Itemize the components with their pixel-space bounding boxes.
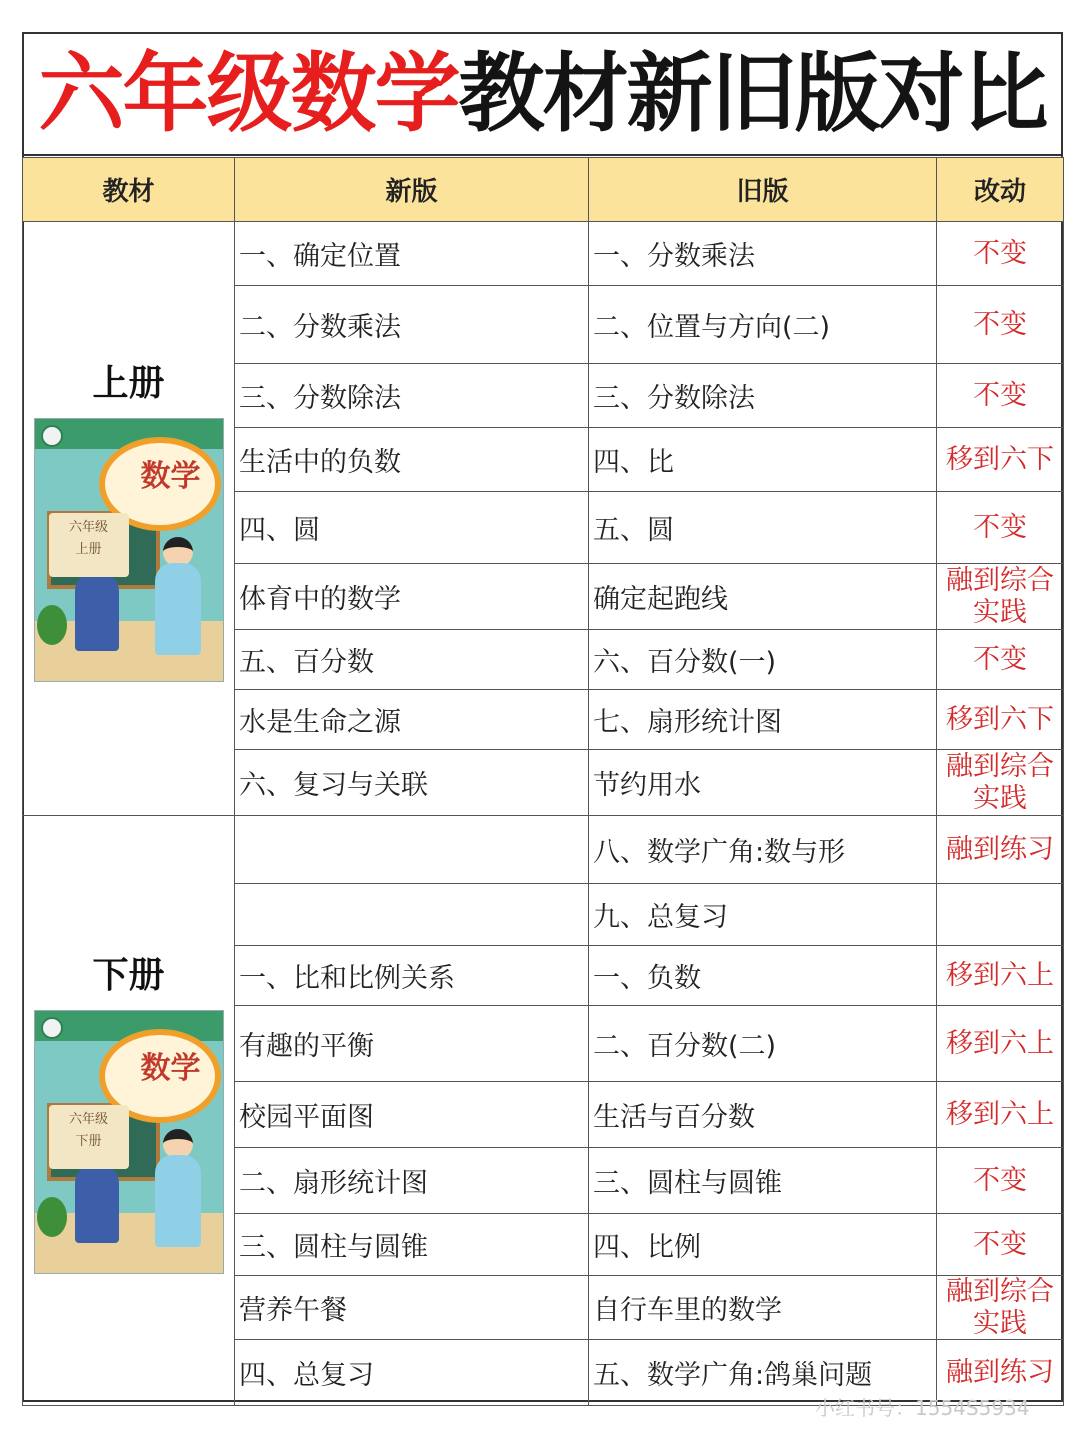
change-cell: 不变 bbox=[937, 222, 1064, 286]
new-version-cell bbox=[235, 884, 589, 946]
new-version-cell: 一、比和比例关系 bbox=[235, 946, 589, 1006]
publisher-logo-icon bbox=[41, 1017, 63, 1039]
page-title bbox=[38, 44, 1047, 144]
plant-icon bbox=[37, 605, 67, 645]
textbook-cover-image bbox=[34, 418, 224, 682]
change-cell: 融到综合 实践 bbox=[937, 564, 1064, 630]
old-version-cell: 五、圆 bbox=[589, 492, 937, 564]
new-version-cell: 一、确定位置 bbox=[235, 222, 589, 286]
old-version-cell: 六、百分数(一) bbox=[589, 630, 937, 690]
old-version-cell: 二、百分数(二) bbox=[589, 1006, 937, 1082]
title-black-part: 教材新旧版对比 bbox=[458, 44, 1047, 144]
new-version-cell: 三、圆柱与圆锥 bbox=[235, 1214, 589, 1276]
cover-grade-tag: 六年级 上册 bbox=[49, 513, 129, 577]
old-version-cell: 生活与百分数 bbox=[589, 1082, 937, 1148]
new-version-cell: 水是生命之源 bbox=[235, 690, 589, 750]
change-cell: 融到综合 实践 bbox=[937, 1276, 1064, 1340]
old-version-cell: 七、扇形统计图 bbox=[589, 690, 937, 750]
new-version-cell: 生活中的负数 bbox=[235, 428, 589, 492]
new-version-cell: 五、百分数 bbox=[235, 630, 589, 690]
watermark: 小红书号：1554S5934 bbox=[815, 1396, 1030, 1420]
change-cell: 移到六上 bbox=[937, 946, 1064, 1006]
old-version-cell: 一、分数乘法 bbox=[589, 222, 937, 286]
change-cell: 移到六下 bbox=[937, 428, 1064, 492]
comparison-table bbox=[22, 157, 1064, 1406]
upper-volume-section bbox=[23, 222, 1064, 816]
lower-volume-section bbox=[23, 816, 1064, 1406]
new-version-cell bbox=[235, 816, 589, 884]
new-version-cell: 有趣的平衡 bbox=[235, 1006, 589, 1082]
new-version-cell: 二、分数乘法 bbox=[235, 286, 589, 364]
volume-label: 下册 bbox=[92, 955, 165, 996]
student-girl-icon bbox=[155, 563, 201, 655]
volume-label: 上册 bbox=[92, 363, 165, 404]
change-cell: 不变 bbox=[937, 492, 1064, 564]
old-version-cell: 四、比 bbox=[589, 428, 937, 492]
change-cell: 不变 bbox=[937, 1148, 1064, 1214]
old-version-cell: 四、比例 bbox=[589, 1214, 937, 1276]
new-version-cell: 四、总复习 bbox=[235, 1340, 589, 1406]
old-version-cell: 确定起跑线 bbox=[589, 564, 937, 630]
new-version-cell: 四、圆 bbox=[235, 492, 589, 564]
header-material: 教材 bbox=[23, 158, 235, 222]
volume-cell-upper bbox=[23, 222, 235, 816]
volume-cell-lower bbox=[23, 816, 235, 1406]
old-version-cell: 三、圆柱与圆锥 bbox=[589, 1148, 937, 1214]
old-version-cell: 节约用水 bbox=[589, 750, 937, 816]
change-cell: 融到练习 bbox=[937, 1340, 1064, 1406]
student-girl-icon bbox=[155, 1155, 201, 1247]
publisher-logo-icon bbox=[41, 425, 63, 447]
student-boy-icon bbox=[75, 573, 119, 651]
textbook-cover-image bbox=[34, 1010, 224, 1274]
old-version-cell: 一、负数 bbox=[589, 946, 937, 1006]
change-cell: 融到练习 bbox=[937, 816, 1064, 884]
new-version-cell: 三、分数除法 bbox=[235, 364, 589, 428]
old-version-cell: 二、位置与方向(二) bbox=[589, 286, 937, 364]
cover-badge-text: 数学 bbox=[140, 1051, 201, 1086]
student-boy-icon bbox=[75, 1165, 119, 1243]
new-version-cell: 营养午餐 bbox=[235, 1276, 589, 1340]
old-version-cell: 三、分数除法 bbox=[589, 364, 937, 428]
new-version-cell: 体育中的数学 bbox=[235, 564, 589, 630]
title-red-part: 六年级数学 bbox=[38, 44, 459, 144]
change-cell: 移到六上 bbox=[937, 1082, 1064, 1148]
header-new: 新版 bbox=[235, 158, 589, 222]
old-version-cell: 五、数学广角:鸽巢问题 bbox=[589, 1340, 937, 1406]
change-cell: 不变 bbox=[937, 286, 1064, 364]
cover-badge-text: 数学 bbox=[140, 459, 201, 494]
change-cell: 不变 bbox=[937, 1214, 1064, 1276]
table-row bbox=[23, 816, 1064, 884]
change-cell: 不变 bbox=[937, 364, 1064, 428]
header-row bbox=[23, 158, 1064, 222]
old-version-cell: 八、数学广角:数与形 bbox=[589, 816, 937, 884]
change-cell bbox=[937, 884, 1064, 946]
cover-grade-tag: 六年级 下册 bbox=[49, 1105, 129, 1169]
plant-icon bbox=[37, 1197, 67, 1237]
new-version-cell: 二、扇形统计图 bbox=[235, 1148, 589, 1214]
title-bar bbox=[24, 34, 1061, 156]
new-version-cell: 六、复习与关联 bbox=[235, 750, 589, 816]
old-version-cell: 自行车里的数学 bbox=[589, 1276, 937, 1340]
header-old: 旧版 bbox=[589, 158, 937, 222]
new-version-cell: 校园平面图 bbox=[235, 1082, 589, 1148]
change-cell: 融到综合 实践 bbox=[937, 750, 1064, 816]
table-row bbox=[23, 222, 1064, 286]
old-version-cell: 九、总复习 bbox=[589, 884, 937, 946]
change-cell: 不变 bbox=[937, 630, 1064, 690]
header-change: 改动 bbox=[937, 158, 1064, 222]
change-cell: 移到六上 bbox=[937, 1006, 1064, 1082]
change-cell: 移到六下 bbox=[937, 690, 1064, 750]
